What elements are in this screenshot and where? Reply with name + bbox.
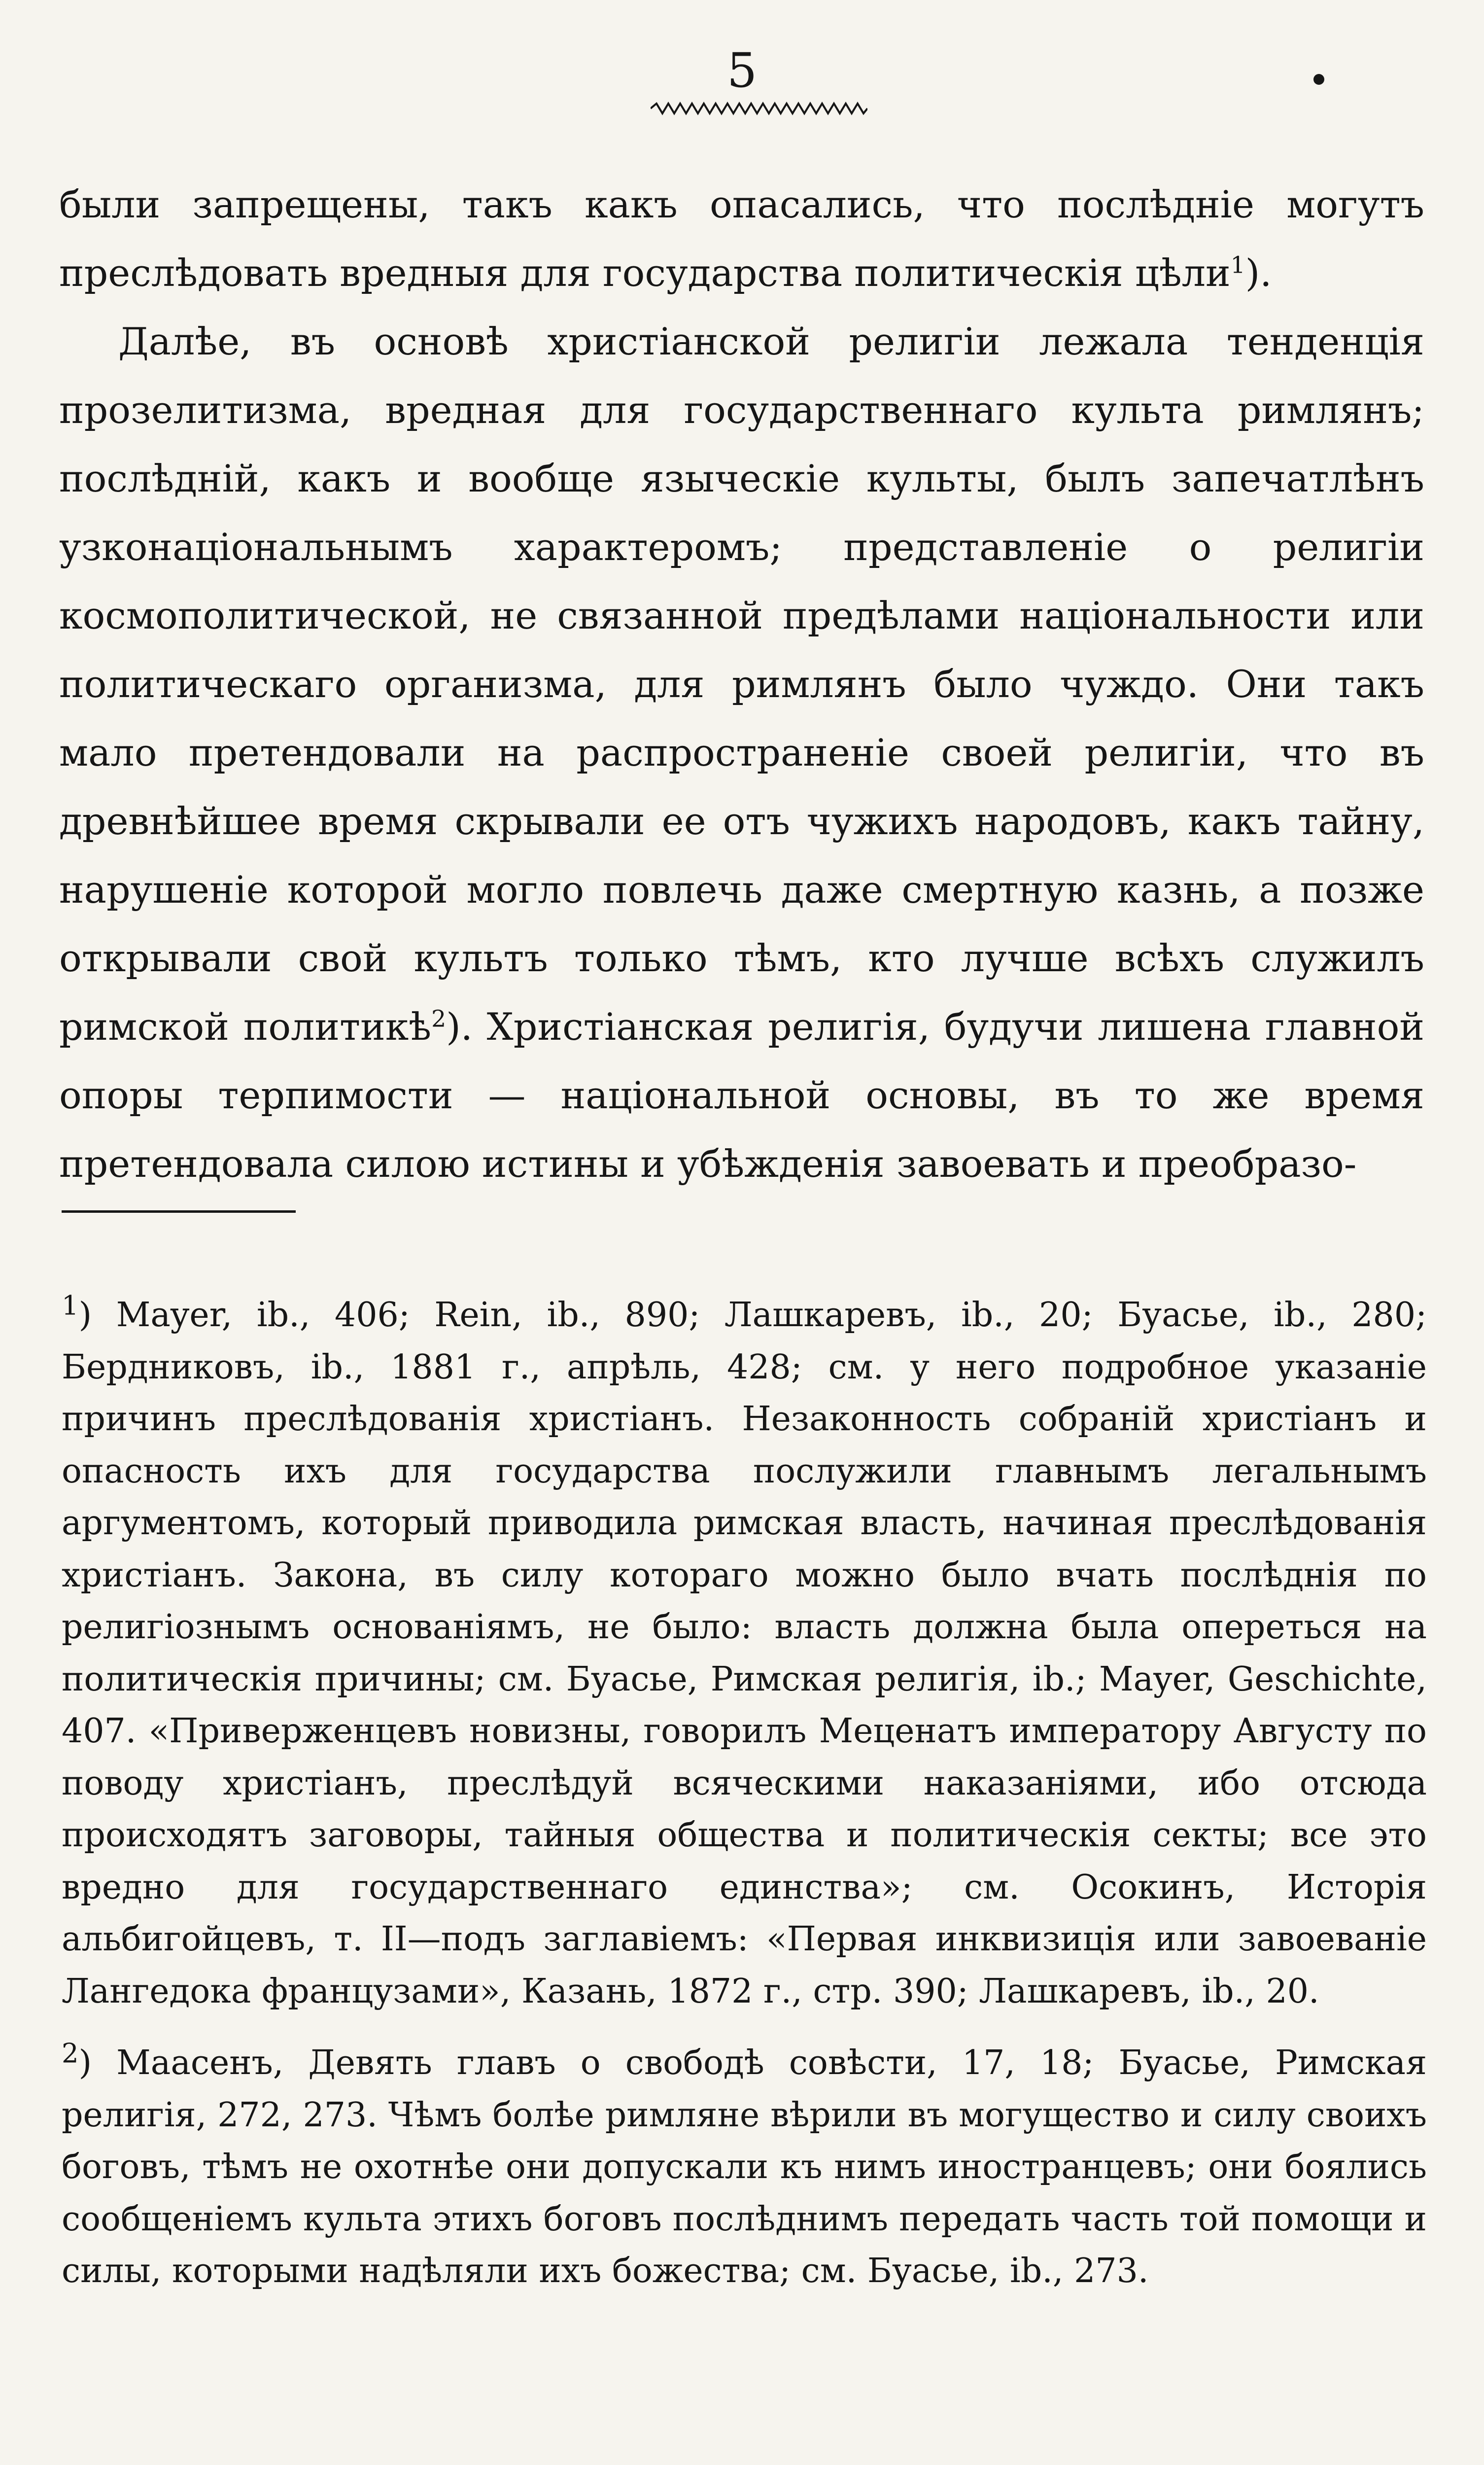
page-number: 5: [726, 43, 758, 98]
footnote-1: [62, 1289, 1427, 2017]
body-paragraph-2: [59, 307, 1424, 1198]
footnote-1-text: ) Mayer, ib., 406; Rein, ib., 890; Лашкаревъ, ib., 20; Буасье, ib., 280; Бердниковъ, ib., 1881 г., апрѣль, 428; см. у него подробное указанiе причинъ преслѣдованiя христiанъ. Незаконность собранiй христiанъ и опасность ихъ для государства послужили главнымъ легальнымъ аргументомъ, который приводила римская власть, начиная преслѣдованiя христiанъ. Закона, въ силу котораго можно было вчать послѣднiя по религiознымъ основанiямъ, не было: власть должна была опереться на политическiя причины; см. Буасье, Римская религiя, ib.; Mayer, Geschichte, 407. «Приверженцевъ новизны, говорилъ Меценатъ императору Августу по поводу христiанъ, преслѣдуй всяческими наказанiями, ибо отсюда происходятъ заговоры, тайныя общества и политическiя секты; все это вредно для государственнаго единства»; см. Осокинъ, Исторiя альбигойцевъ, т. II—подъ заглавiемъ: «Первая инквизицiя или завоеванiе Лангедока французами», Казань, 1872 г., стр. 390; Лашкаревъ, ib., 20.: [62, 1296, 1427, 2011]
header-dot-mark: [1313, 74, 1324, 85]
main-text: [59, 170, 1424, 1198]
body-paragraph-2-text: Далѣе, въ основѣ христiанской религiи лежала тенденцiя прозелитизма, вредная для государственнаго культа римлянъ; послѣднiй, какъ и вообще языческiе культы, былъ запечатлѣнъ узконацiональнымъ характеромъ; представленiе о религiи космополитической, не связанной предѣлами нацiональности или политическаго организма, для римлянъ было чуждо. Они такъ мало претендовали на распространенiе своей религiи, что въ древнѣйшее время скрывали ее отъ чужихъ народовъ, какъ тайну, нарушенiе которой могло повлечь даже смертную казнь, а позже открывали свой культъ только тѣмъ, кто лучше всѣхъ служилъ римской политикѣ: [59, 319, 1424, 1049]
body-paragraph-1: [59, 170, 1424, 307]
decorative-header-rule: [651, 101, 867, 116]
footnote-reference-2: 2: [431, 1005, 447, 1033]
body-paragraph-1-ending: ).: [1245, 251, 1272, 295]
footnote-reference-1: 1: [1230, 251, 1245, 279]
footnote-1-marker: 1: [62, 1290, 79, 1321]
footnotes: [62, 1289, 1427, 2297]
footnote-separator: [62, 1210, 296, 1213]
body-paragraph-2-continuation: ). Христiанская религiя, будучи лишена главной опоры терпимости — нацiональной основы, въ то же время претендовала силою истины и убѣжденiя завоевать и преобразо-: [59, 1005, 1424, 1186]
footnote-2: [62, 2037, 1427, 2297]
footnote-2-marker: 2: [62, 2038, 79, 2069]
footnote-2-text: ) Маасенъ, Девять главъ о свободѣ совѣсти, 17, 18; Буасье, Римская религiя, 272, 273. Чѣмъ болѣе римляне вѣрили въ могущество и силу своихъ боговъ, тѣмъ не охотнѣе они допускали къ нимъ иностранцевъ; они боялись сообщенiемъ культа этихъ боговъ послѣднимъ передать часть той помощи и силы, которыми надѣляли ихъ божества; см. Буасье, ib., 273.: [62, 2043, 1427, 2290]
body-paragraph-1-text: были запрещены, такъ какъ опасались, что послѣднiе могутъ преслѣдовать вредныя для государства политическiя цѣли: [59, 182, 1424, 295]
